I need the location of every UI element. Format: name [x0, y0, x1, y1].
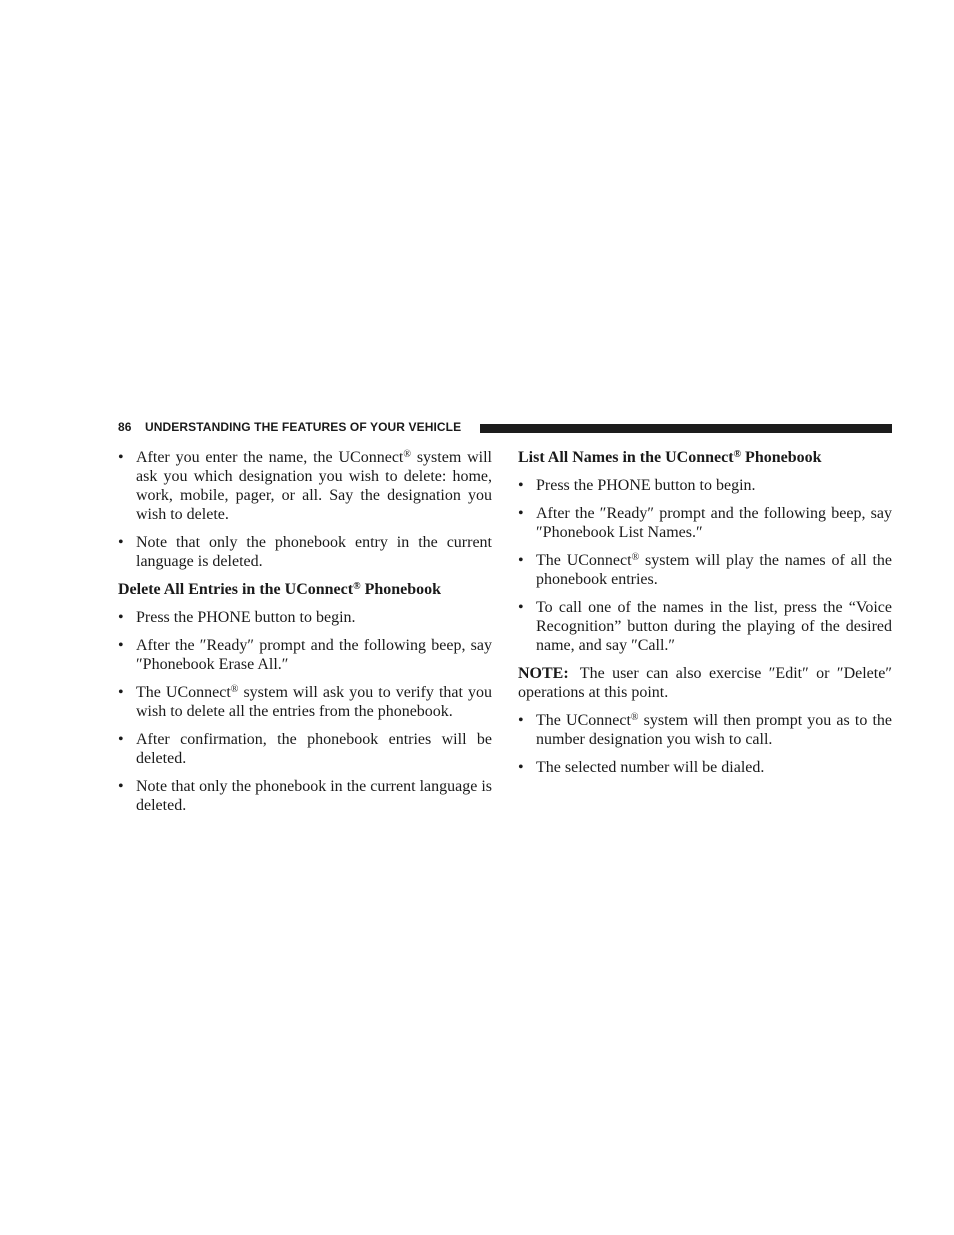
list-item-text: After the ″Ready″ prompt and the following beep, say ″Phonebook Erase All.″: [136, 637, 492, 673]
list-item-text: After the ″Ready″ prompt and the following beep, say ″Phonebook List Names.″: [536, 505, 892, 541]
page-header: [118, 420, 892, 436]
list-item-text: After you enter the name, the UConnect: [136, 449, 404, 466]
bullet-icon: •: [518, 599, 524, 616]
bullet-icon: •: [518, 505, 524, 522]
registered-mark: ®: [403, 449, 411, 460]
header-rule: [480, 424, 892, 433]
list-item: [118, 448, 492, 524]
list-item-text: Note that only the phonebook in the current language is deleted.: [136, 778, 492, 814]
left-column: [118, 448, 492, 824]
bullet-icon: •: [118, 684, 124, 701]
list-item-text: Press the PHONE button to begin.: [536, 477, 756, 494]
bullet-icon: •: [518, 712, 524, 729]
bullet-icon: •: [118, 534, 124, 551]
registered-mark: ®: [630, 712, 639, 723]
registered-mark: ®: [631, 552, 640, 563]
list-item-text: The UConnect: [536, 552, 632, 569]
list-item: [518, 711, 892, 749]
list-item: [118, 533, 492, 571]
list-item: [518, 551, 892, 589]
bullet-icon: •: [518, 552, 524, 569]
section-heading: [518, 448, 892, 467]
heading-text: Phonebook: [741, 449, 822, 466]
bullet-icon: •: [518, 477, 524, 494]
list-item: [118, 777, 492, 815]
list-item-text: system will ask you to verify that you wish to delete all the entries from the phonebook.: [136, 684, 493, 720]
list-item-text: system will play the names of all the phonebook entries.: [536, 552, 893, 588]
bullet-icon: •: [118, 778, 124, 795]
page-number: 86: [118, 420, 132, 434]
list-item-text: After confirmation, the phonebook entries will be deleted.: [136, 731, 492, 767]
list-item: [118, 730, 492, 768]
list-item: [118, 683, 492, 721]
list-item-text: Note that only the phonebook entry in the current language is deleted.: [136, 534, 492, 570]
note-text: The user can also exercise ″Edit″ or ″Delete″ operations at this point.: [518, 665, 892, 701]
list-item-text: The UConnect: [536, 712, 631, 729]
list-item: [518, 758, 892, 777]
list-item-text: The UConnect: [136, 684, 231, 701]
registered-mark: ®: [353, 581, 361, 592]
list-item-text: The selected number will be dialed.: [536, 759, 765, 776]
section-title: UNDERSTANDING THE FEATURES OF YOUR VEHICLE: [145, 420, 462, 434]
list-item: [518, 598, 892, 655]
list-item: [518, 476, 892, 495]
list-item: [518, 504, 892, 542]
right-column: [518, 448, 892, 786]
note-label: NOTE:: [518, 665, 569, 682]
bullet-icon: •: [518, 759, 524, 776]
heading-text: Delete All Entries in the UConnect: [118, 581, 354, 598]
list-item-text: Press the PHONE button to begin.: [136, 609, 356, 626]
list-item-text: To call one of the names in the list, press the “Voice Recognition” button during the playing of the desired name, and say ″Call.″: [536, 599, 892, 654]
registered-mark: ®: [733, 449, 742, 460]
registered-mark: ®: [230, 684, 239, 695]
section-heading: [118, 580, 492, 599]
heading-text: Phonebook: [360, 581, 442, 598]
list-item: [118, 636, 492, 674]
list-item: [118, 608, 492, 627]
list-item-text: system will then prompt you as to the number designation you wish to call.: [536, 712, 893, 748]
list-item-text: system will ask you which designation you wish to delete: home, work, mobile, pager, or all. Say the designation you wish to delete.: [136, 449, 492, 523]
bullet-icon: •: [118, 637, 124, 654]
bullet-icon: •: [118, 731, 124, 748]
bullet-icon: •: [118, 449, 124, 466]
note-paragraph: [518, 664, 892, 702]
heading-text: List All Names in the UConnect: [518, 449, 734, 466]
bullet-icon: •: [118, 609, 124, 626]
